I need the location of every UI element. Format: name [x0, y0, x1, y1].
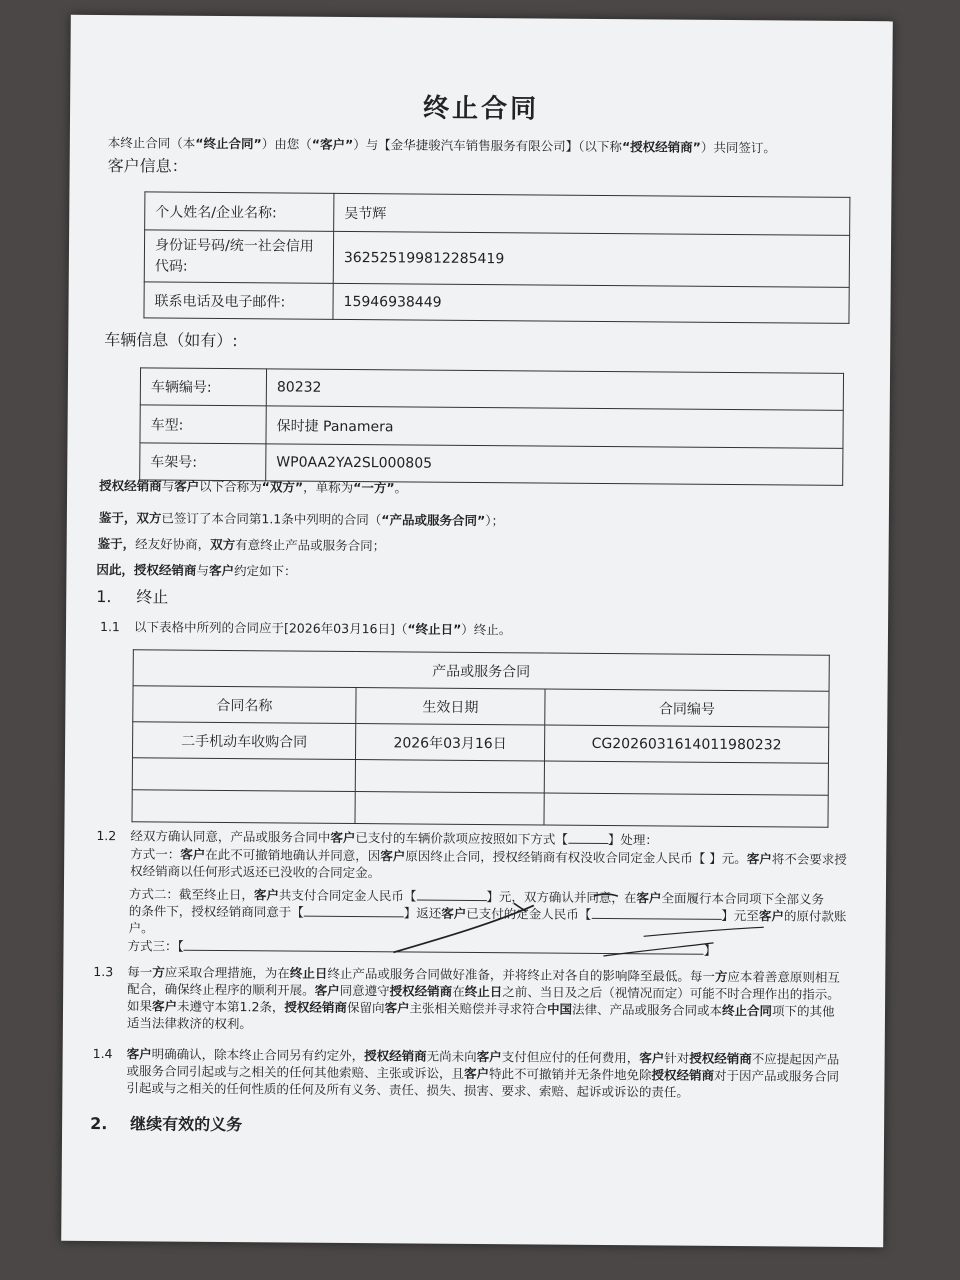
customer-contact-label: 联系电话及电子邮件: — [144, 282, 333, 319]
customer-info-heading: 客户信息： — [107, 156, 188, 176]
customer-id-label: 身份证号码/统一社会信用代码: — [144, 230, 333, 283]
section-2-heading: 2. 继续有效的义务 — [90, 1113, 243, 1135]
vehicle-model-label: 车型: — [140, 405, 266, 444]
handwritten-strike-marks — [383, 882, 804, 965]
column-header-contract-name: 合同名称 — [133, 686, 356, 724]
empty-cell — [355, 792, 544, 825]
clause-1-3: 1.3 每一方应采取合理措施，为在终止日终止产品或服务合同做好准备，并将终止对各自的影响降至最低。每一方应本着善意原则相互 配合，确保终止程序的顺利开展。客户同意遵守授权经销商在终止日之前、当日及之后（视情况而定）可能不时合理作出的指示。 如果客户未遵守本第1.2条，授权经销商保留向客户主张相关赔偿并寻求符合中国法律、产品或服务合同或本终止合同项下的其他 适当法律救济的权利。 — [93, 963, 840, 1032]
empty-cell — [544, 793, 828, 827]
clause-1-2-lead: 1.2 经双方确认同意，产品或服务合同中客户已支付的车辆价款项应按照如下方式【 】处理： — [96, 828, 658, 848]
customer-name-label: 个人姓名/企业名称: — [145, 192, 334, 231]
customer-info-table — [143, 191, 850, 324]
column-header-contract-number: 合同编号 — [545, 689, 829, 727]
empty-cell — [132, 758, 355, 792]
vehicle-info-table — [139, 367, 844, 486]
table-row — [132, 722, 828, 763]
therefore-paragraph: 因此，授权经销商与客户约定如下： — [96, 562, 297, 579]
empty-cell — [132, 790, 355, 824]
vehicle-model-value: 保时捷 Panamera — [266, 406, 843, 449]
column-header-effective-date: 生效日期 — [356, 688, 545, 725]
customer-name-value: 吴节辉 — [334, 193, 850, 235]
vehicle-vin-value: WP0AA2YA2SL000805 — [266, 444, 843, 486]
table-row — [133, 686, 829, 727]
vehicle-number-label: 车辆编号: — [140, 368, 266, 406]
document-page — [61, 15, 893, 1247]
contract-name-cell: 二手机动车收购合同 — [132, 722, 355, 760]
section-1-heading: 1. 终止 — [96, 587, 169, 607]
table-row — [144, 282, 849, 324]
parties-paragraph: 授权经销商与客户以下合称为“双方”，单称为“一方”。 — [99, 478, 408, 496]
table-row — [145, 192, 850, 236]
contract-table-caption: 产品或服务合同 — [133, 650, 829, 691]
table-row — [140, 368, 843, 411]
table-row — [140, 405, 843, 449]
vehicle-number-value: 80232 — [266, 369, 843, 411]
clause-1-2-method-2: 方式二：截至终止日，客户共支付合同定金人民币【 】元，双方确认并同意，在客户全面履行本合同项下全部义务 的条件下，授权经销商同意于【 】返还客户已支付的定金人民币【 】元至客户的原付款账 户。 — [128, 886, 847, 936]
table-row — [133, 650, 829, 691]
whereas-paragraph-1: 鉴于，双方已签订了本合同第1.1条中列明的合同（“产品或服务合同”）； — [98, 510, 505, 529]
clause-1-4: 1.4 客户明确确认，除本终止合同另有约定外，授权经销商无尚未向客户支付但应付的任何费用，客户针对授权经销商不应提起因产品 或服务合同引起或与之相关的任何其他索赔、主张或诉讼，且客户特此不可撤销并无条件地免除授权经销商对于因产品或服务合同 引起或与之相关的任何性质的任何及所有义务、责任、损失、损害、要求、索赔、起诉或诉讼的责任。 — [92, 1045, 840, 1100]
vehicle-vin-label: 车架号: — [140, 443, 266, 481]
empty-cell — [355, 760, 544, 793]
customer-contact-value: 15946938449 — [333, 283, 849, 323]
contract-table — [131, 649, 829, 827]
table-row — [132, 790, 828, 827]
empty-cell — [544, 761, 828, 795]
vehicle-info-heading: 车辆信息（如有）: — [104, 330, 238, 351]
clause-1-1: 1.1 以下表格中所列的合同应于[2026年03月16日]（“终止日”）终止。 — [99, 619, 512, 638]
whereas-paragraph-2: 鉴于，经友好协商，双方有意终止产品或服务合同； — [97, 536, 386, 554]
contract-number-cell: CG2026031614011980232 — [544, 725, 828, 763]
document-title: 终止合同 — [422, 93, 540, 125]
effective-date-cell: 2026年03月16日 — [355, 724, 544, 761]
clause-1-2-method-3: 方式三：【 】 — [127, 938, 717, 958]
intro-paragraph: 本终止合同（本“终止合同”）由您（“客户”）与【金华捷骏汽车销售服务有限公司】（以下称“授权经销商”）共同签订。 — [107, 135, 776, 156]
customer-id-value: 362525199812285419 — [333, 231, 849, 287]
table-row — [144, 230, 849, 288]
clause-1-2-method-1: 方式一：客户在此不可撤销地确认并同意，因客户原因终止合同，授权经销商有权没收合同定金人民币【 】元。客户将不会要求授 权经销商以任何形式返还已没收的合同定金。 — [130, 846, 847, 881]
